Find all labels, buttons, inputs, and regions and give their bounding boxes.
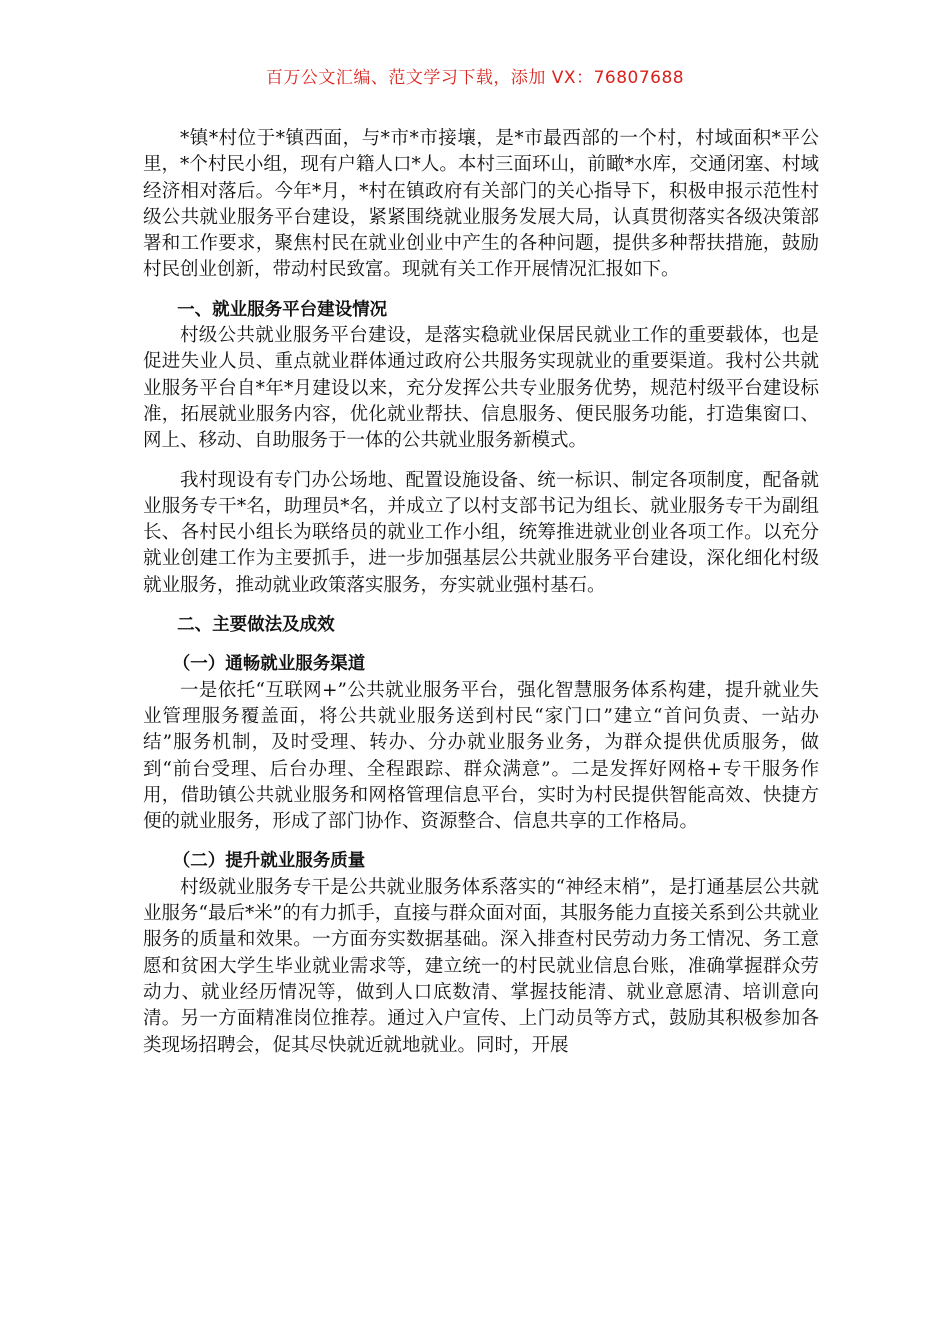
document-body <box>143 126 819 1059</box>
section-2-heading: 二、主要做法及成效 <box>177 615 335 636</box>
subsection-1-heading: （一）通畅就业服务渠道 <box>172 654 366 675</box>
section-1-paragraph-2: 我村现设有专门办公场地、配置设施设备、统一标识、制定各项制度，配备就业服务专干*名，助理员*名，并成立了以村支部书记为组长、就业服务专干为副组长、各村民小组长为联络员的就业工作小组，统筹推进就业创业各项工作。以充分就业创建工作为主要抓手，进一步加强基层公共就业服务平台建设，深化细化村级就业服务，推动就业政策落实服务，夯实就业强村基石。 <box>143 469 819 596</box>
section-1-heading: 一、就业服务平台建设情况 <box>177 299 388 320</box>
intro-paragraph: *镇*村位于*镇西面，与*市*市接壤，是*市最西部的一个村，村域面积*平公里，*个村民小组，现有户籍人口*人。本村三面环山，前瞰*水库，交通闭塞、村域经济相对落后。今年*月，*村在镇政府有关部门的关心指导下，积极申报示范性村级公共就业服务平台建设，紧紧围绕就业服务发展大局，认真贯彻落实各级决策部署和工作要求，聚焦村民在就业创业中产生的各种问题，提供多种帮扶措施，鼓励村民创业创新，带动村民致富。现就有关工作开展情况汇报如下。 <box>143 128 819 281</box>
page-header-banner: 百万公文汇编、范文学习下载，添加 VX：76807688 <box>265 68 685 88</box>
subsection-2-paragraph: 村级就业服务专干是公共就业服务体系落实的“神经末梢”，是打通基层公共就业服务“最后*米”的有力抓手，直接与群众面对面，其服务能力直接关系到公共就业服务的质量和效果。一方面夯实数据基础。深入排查村民劳动力务工情况、务工意愿和贫困大学生毕业就业需求等，建立统一的村民就业信息台账，准确掌握群众劳动力、就业经历情况等，做到人口底数清、掌握技能清、就业意愿清、培训意向清。另一方面精准岗位推荐。通过入户宣传、上门动员等方式，鼓励其积极参加各类现场招聘会，促其尽快就近就地就业。同时，开展 <box>143 876 819 1056</box>
subsection-1-paragraph: 一是依托“互联网+”公共就业服务平台，强化智慧服务体系构建，提升就业失业管理服务覆盖面，将公共就业服务送到村民“家门口”建立“首问负责、一站办结”服务机制，及时受理、转办、分办就业服务业务，为群众提供优质服务，做到“前台受理、后台办理、全程跟踪、群众满意”。二是发挥好网格+专干服务作用，借助镇公共就业服务和网格管理信息平台，实时为村民提供智能高效、快捷方便的就业服务，形成了部门协作、资源整合、信息共享的工作格局。 <box>143 679 819 833</box>
subsection-2-heading: （二）提升就业服务质量 <box>172 851 366 872</box>
section-1-paragraph-1: 村级公共就业服务平台建设，是落实稳就业保居民就业工作的重要载体，也是促进失业人员、重点就业群体通过政府公共服务实现就业的重要渠道。我村公共就业服务平台自*年*月建设以来，充分发挥公共专业服务优势，规范村级平台建设标准，拓展就业服务内容，优化就业帮扶、信息服务、便民服务功能，打造集窗口、网上、移动、自助服务于一体的公共就业服务新模式。 <box>143 325 819 452</box>
